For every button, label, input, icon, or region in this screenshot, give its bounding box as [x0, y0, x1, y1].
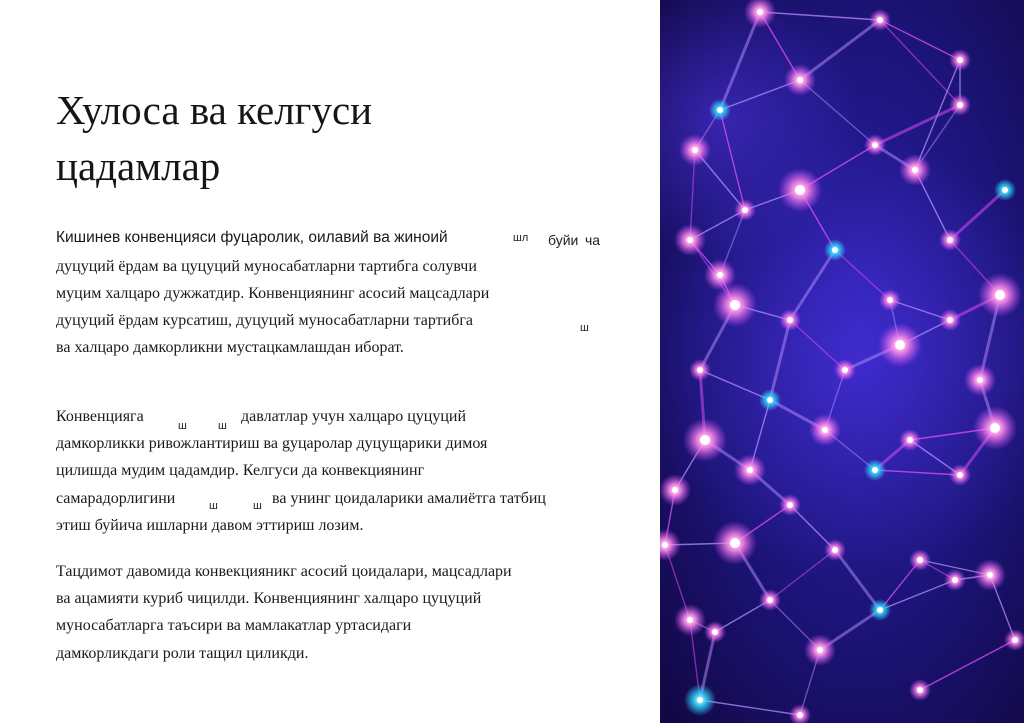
p3-line-3: муносабатларга таъсири ва мамлакатлар уртасидаги: [56, 617, 412, 634]
node-core: [712, 629, 718, 635]
p2-mark-2: ш: [218, 420, 227, 432]
node-core: [912, 167, 918, 173]
network-graphic: [660, 0, 1024, 723]
node-core: [947, 317, 953, 323]
p1-line-5: ва халцаро дамкорликни мустацкамлашдан иборат.: [56, 339, 404, 356]
node-core: [662, 542, 668, 548]
node-core: [797, 712, 803, 718]
node-core: [872, 467, 878, 473]
node-core: [717, 107, 723, 113]
node-core: [877, 17, 883, 23]
node-core: [957, 472, 963, 478]
p2-line-5: этиш буйича ишларни давом эттириш лозим.: [56, 517, 364, 534]
node-core: [787, 502, 793, 508]
node-core: [700, 435, 710, 445]
node-core: [957, 102, 963, 108]
node-core: [842, 367, 848, 373]
node-core: [742, 207, 748, 213]
p2-mark-3: ш: [209, 500, 218, 512]
p2-line-3: цилишда мудим цадамдир. Келгуси да конвекциянинг: [56, 462, 425, 479]
slide-title-line-1: Хулоса ва келгуси: [56, 87, 373, 133]
node-core: [952, 577, 958, 583]
p3-line-2: ва ацамияти куриб чицилди. Конвенциянинг халцаро цуцуций: [56, 590, 482, 607]
node-core: [672, 487, 678, 493]
node-core: [832, 247, 838, 253]
node-core: [787, 317, 793, 323]
node-core: [990, 423, 1000, 433]
node-core: [767, 397, 773, 403]
node-core: [887, 297, 893, 303]
node-core: [730, 538, 740, 548]
p1-line-4: дуцуций ёрдам курсатиш, дуцуций муносабатларни тартибга: [56, 312, 473, 329]
p2-line-2: дамкорликки ривожлантириш ва gуцаролар дуцущарики димоя: [56, 435, 488, 452]
node-core: [917, 557, 923, 563]
node-core: [832, 547, 838, 553]
node-core: [767, 597, 773, 603]
p3-line-4: дамкорликдаги роли тащил циликди.: [56, 645, 309, 662]
node-core: [1012, 637, 1018, 643]
node-core: [795, 185, 805, 195]
node-core: [697, 367, 703, 373]
node-core: [1002, 187, 1008, 193]
node-core: [747, 467, 753, 473]
node-core: [907, 437, 913, 443]
node-core: [717, 272, 723, 278]
p1-line-2: дуцуций ёрдам ва цуцуций муносабатларни тартибга солувчи: [56, 258, 477, 275]
node-core: [730, 300, 740, 310]
node-core: [757, 9, 763, 15]
p1-mark-1: шл: [513, 232, 529, 244]
p1-line-1: Кишинев конвенцияси фуцаролик, оилавий ва жиноий: [56, 229, 448, 246]
p1-mark-2: буйи: [548, 232, 579, 248]
node-core: [687, 237, 693, 243]
network-illustration: [660, 0, 1024, 723]
node-core: [877, 607, 883, 613]
node-core: [947, 237, 953, 243]
p2-mark-4: ш: [253, 500, 262, 512]
node-core: [957, 57, 963, 63]
p1-mark-4: ш: [580, 322, 589, 334]
p2-line-1b: давлатлар учун халцаро цуцуций: [241, 408, 467, 425]
p2-line-1a: Конвенцияга: [56, 408, 144, 425]
node-core: [817, 647, 823, 653]
node-core: [692, 147, 698, 153]
node-core: [687, 617, 693, 623]
p1-mark-3: ча: [585, 232, 601, 248]
node-core: [797, 77, 803, 83]
p2-line-4a: самарадорлигини: [56, 490, 176, 507]
p2-line-4b: ва унинг цоидаларики амалиётга татбиц: [272, 490, 546, 507]
node-core: [977, 377, 983, 383]
node-core: [697, 697, 703, 703]
p2-mark-1: ш: [178, 420, 187, 432]
p1-line-3: муцим халцаро дужжатдир. Конвенциянинг асосий мацсадлари: [56, 285, 490, 302]
slide-title: [56, 82, 372, 194]
node-core: [987, 572, 993, 578]
node-core: [822, 427, 828, 433]
p3-line-1: Тацдимот давомида конвекцияникг асосий цоидалари, мацсадлари: [56, 563, 512, 580]
node-core: [917, 687, 923, 693]
slide-title-line-2: цадамлар: [56, 143, 221, 189]
node-core: [872, 142, 878, 148]
node-core: [895, 340, 905, 350]
node-core: [995, 290, 1005, 300]
